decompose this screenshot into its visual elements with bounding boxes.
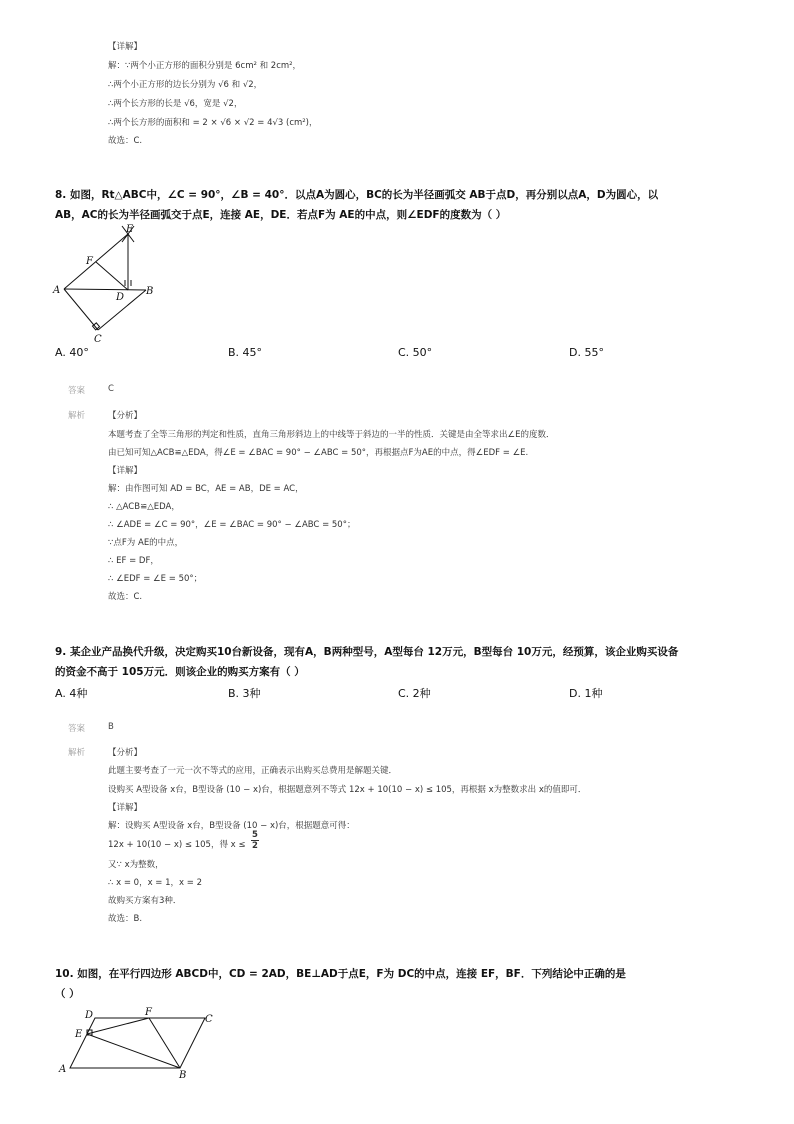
label-A: A (53, 285, 61, 296)
option-c[interactable]: C. 2种 (398, 687, 431, 700)
q10-parallelogram-figure (55, 1004, 225, 1084)
question-stem-line: AB，AC的长为半径画弧交于点E，连接 AE，DE．若点F为 AE的中点，则∠EDF的度数为（ ） (55, 209, 507, 221)
option-b[interactable]: B. 45° (228, 346, 263, 359)
detail-line: ∴两个小正方形的边长分别为 √6 和 √2， (108, 80, 263, 90)
option-a[interactable]: A. 4种 (55, 687, 88, 700)
analysis-line: ∴ x = 0，x = 1，x = 2 (108, 878, 203, 888)
label-D: D (116, 292, 125, 303)
label-E: E (126, 224, 134, 235)
label-B: B (146, 286, 154, 297)
option-a[interactable]: A. 40° (55, 346, 89, 359)
analysis-line: 解：设购买 A型设备 x台，B型设备 (10 − x)台，根据题意可得： (108, 821, 355, 831)
q8-geometry-figure (50, 222, 170, 347)
analysis-line: 12x + 10(10 − x) ≤ 105，得 x ≤ (108, 840, 246, 850)
analysis-line: 故选：B. (108, 914, 143, 924)
analysis-line: 故选：C. (108, 592, 143, 602)
label-F: F (86, 256, 93, 267)
analysis-line: 又∵ x为整数， (108, 860, 164, 870)
answer-label: 答案 (68, 386, 86, 396)
analysis-line: ∴ EF = DF， (108, 556, 159, 566)
analysis-line: 解：由作图可知 AD = BC，AE = AB，DE = AC， (108, 484, 304, 494)
option-c[interactable]: C. 50° (398, 346, 433, 359)
analysis-label: 解析 (68, 748, 86, 758)
label-C: C (94, 334, 102, 345)
label-A: A (59, 1064, 67, 1075)
analysis-line: 【详解】 (108, 803, 143, 813)
analysis-line: 【分析】 (108, 411, 143, 421)
analysis-line: 【分析】 (108, 748, 143, 758)
label-B: B (179, 1070, 187, 1081)
analysis-line: 本题考查了全等三角形的判定和性质，直角三角形斜边上的中线等于斜边的一半的性质．关键是由全等求出∠E的度数． (108, 430, 555, 440)
label-E: E (75, 1029, 83, 1040)
label-D: D (85, 1010, 94, 1021)
analysis-line: 设购买 A型设备 x台，B型设备 (10 − x)台，根据题意列不等式 12x + 10(10 − x) ≤ 105，再根据 x为整数求出 x的值即可． (108, 785, 587, 795)
option-d[interactable]: D. 55° (569, 346, 604, 359)
detail-line: 解：∵两个小正方形的面积分别是 6cm² 和 2cm²， (108, 61, 302, 71)
label-C: C (205, 1014, 213, 1025)
fraction-numerator: 5 (252, 830, 258, 840)
analysis-line: 【详解】 (108, 466, 143, 476)
question-stem-line: 9. 某企业产品换代升级，决定购买10台新设备，现有A，B两种型号，A型每台 12万元，B型每台 10万元，经预算，该企业购买设备 (55, 646, 679, 658)
question-stem-line: 8. 如图，Rt△ABC中，∠C = 90°，∠B = 40°．以点A为圆心，BC的长为半径画弧交 AB于点D，再分别以点A，D为圆心，以 (55, 189, 659, 201)
analysis-line: 由已知可知△ACB≌△EDA，得∠E = ∠BAC = 90° − ∠ABC = 50°，再根据点F为AE的中点，得∠EDF = ∠E. (108, 448, 529, 458)
option-d[interactable]: D. 1种 (569, 687, 603, 700)
question-stem-line: 的资金不高于 105万元．则该企业的购买方案有（ ） (55, 666, 305, 678)
fraction-denominator: 2 (252, 841, 258, 851)
question-stem-line: （ ） (55, 988, 80, 1000)
analysis-line: ∴ △ACB≌△EDA， (108, 502, 180, 512)
analysis-line: ∴ ∠EDF = ∠E = 50°； (108, 574, 203, 584)
analysis-line: 故购买方案有3种． (108, 896, 182, 906)
detail-heading: 【详解】 (108, 42, 143, 52)
analysis-line: ∴ ∠ADE = ∠C = 90°，∠E = ∠BAC = 90° − ∠ABC = 50°； (108, 520, 356, 530)
answer-value: B (108, 722, 114, 732)
detail-line: ∴两个长方形的长是 √6，宽是 √2， (108, 99, 243, 109)
analysis-line: ∵点F为 AE的中点， (108, 538, 184, 548)
question-stem-line: 10. 如图，在平行四边形 ABCD中，CD = 2AD，BE⊥AD于点E，F为 DC的中点，连接 EF，BF．下列结论中正确的是 (55, 968, 626, 980)
detail-line: 故选：C. (108, 136, 143, 146)
option-b[interactable]: B. 3种 (228, 687, 261, 700)
answer-value: C (108, 384, 114, 394)
answer-label: 答案 (68, 724, 86, 734)
fraction (251, 830, 259, 851)
analysis-line: 此题主要考查了一元一次不等式的应用，正确表示出购买总费用是解题关键． (108, 766, 398, 776)
label-F: F (145, 1007, 152, 1018)
detail-line: ∴两个长方形的面积和 = 2 × √6 × √2 = 4√3 (cm²)， (108, 118, 318, 128)
analysis-label: 解析 (68, 411, 86, 421)
